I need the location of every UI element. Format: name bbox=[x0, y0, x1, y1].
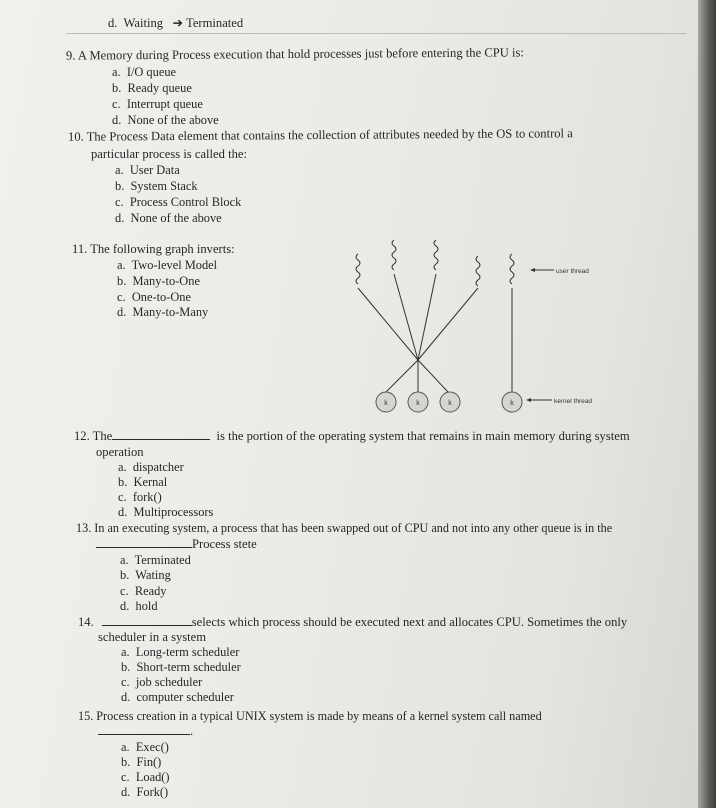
q15-option-c: c. Load() bbox=[121, 770, 170, 784]
thread-model-diagram bbox=[340, 232, 610, 422]
page-edge-shadow bbox=[698, 0, 716, 808]
q13-stem: 13. In an executing system, a process that has been swapped out of CPU and not into any other queue is in the bbox=[76, 521, 613, 535]
user-thread-squiggle bbox=[510, 254, 514, 284]
q12-stem: 12. The is the portion of the operating system that remains in main memory during system bbox=[74, 429, 630, 443]
q13-option-a: a. Terminated bbox=[120, 553, 191, 567]
q12-option-b: b. Kernal bbox=[118, 475, 168, 489]
q9-option-d: d. None of the above bbox=[112, 113, 219, 127]
q10-option-b: b. System Stack bbox=[115, 179, 198, 193]
user-thread-label: user thread bbox=[556, 268, 589, 275]
q12-stem-cont: operation bbox=[96, 445, 144, 459]
q10-option-c: c. Process Control Block bbox=[115, 195, 242, 209]
divider bbox=[66, 33, 686, 34]
k-label: k bbox=[510, 400, 514, 407]
q10-stem-cont: particular process is called the: bbox=[91, 147, 247, 161]
q14-option-b: b. Short-term scheduler bbox=[121, 660, 241, 674]
q10-option-d: d. None of the above bbox=[115, 211, 222, 225]
q9-option-a: a. I/O queue bbox=[112, 65, 177, 79]
q13-option-c: c. Ready bbox=[120, 584, 167, 598]
q14-option-d: d. computer scheduler bbox=[121, 690, 234, 704]
q14-stem: 14. selects which process should be executed next and allocates CPU. Sometimes the only bbox=[78, 615, 628, 629]
q15-option-d: d. Fork() bbox=[121, 785, 169, 799]
option-text: Waiting bbox=[123, 16, 164, 30]
q13-stem-cont: Process stete bbox=[96, 537, 257, 551]
user-thread-squiggle bbox=[356, 254, 360, 284]
user-thread-squiggle bbox=[392, 240, 396, 270]
q9-option-b: b. Ready queue bbox=[112, 81, 192, 95]
k-label: k bbox=[384, 400, 388, 407]
answer-blank bbox=[112, 439, 210, 440]
kernel-thread-label: kernel thread bbox=[554, 398, 592, 405]
q11-stem: 11. The following graph inverts: bbox=[72, 242, 235, 256]
q14-option-a: a. Long-term scheduler bbox=[121, 645, 240, 659]
q15-option-a: a. Exec() bbox=[121, 740, 169, 754]
q12-option-a: a. dispatcher bbox=[118, 460, 184, 474]
k-label: k bbox=[416, 400, 420, 407]
q10-stem: 10. The Process Data element that contains the collection of attributes needed by the OS to control a bbox=[67, 126, 573, 144]
arrow-icon: ➔ bbox=[172, 16, 184, 30]
q8-option-d bbox=[108, 16, 243, 30]
q13-option-d: d. hold bbox=[120, 599, 158, 613]
user-thread-squiggle bbox=[476, 256, 480, 286]
q11-option-a: a. Two-level Model bbox=[117, 258, 218, 272]
q10-option-a: a. User Data bbox=[115, 163, 180, 177]
q11-option-c: c. One-to-One bbox=[117, 290, 191, 304]
q11-option-d: d. Many-to-Many bbox=[117, 305, 209, 319]
q13-option-b: b. Wating bbox=[120, 568, 171, 582]
q15-option-b: b. Fin() bbox=[121, 755, 162, 769]
answer-blank bbox=[96, 547, 192, 548]
answer-blank bbox=[102, 625, 192, 626]
k-label: k bbox=[448, 400, 452, 407]
q12-option-d: d. Multiprocessors bbox=[118, 505, 214, 519]
option-label: d. bbox=[108, 16, 118, 30]
answer-blank bbox=[98, 734, 190, 735]
user-thread-squiggle bbox=[434, 240, 438, 270]
option-result: Terminated bbox=[186, 16, 244, 30]
q14-option-c: c. job scheduler bbox=[121, 675, 203, 689]
q14-stem-cont: scheduler in a system bbox=[98, 630, 207, 644]
q9-stem: 9. A Memory during Process execution that hold processes just before entering the CPU is: bbox=[65, 45, 524, 63]
q15-stem: 15. Process creation in a typical UNIX system is made by means of a kernel system call named bbox=[78, 709, 542, 723]
q11-option-b: b. Many-to-One bbox=[117, 274, 200, 288]
q9-option-c: c. Interrupt queue bbox=[112, 97, 203, 111]
q15-stem-cont: . bbox=[98, 724, 193, 738]
q12-option-c: c. fork() bbox=[118, 490, 162, 504]
